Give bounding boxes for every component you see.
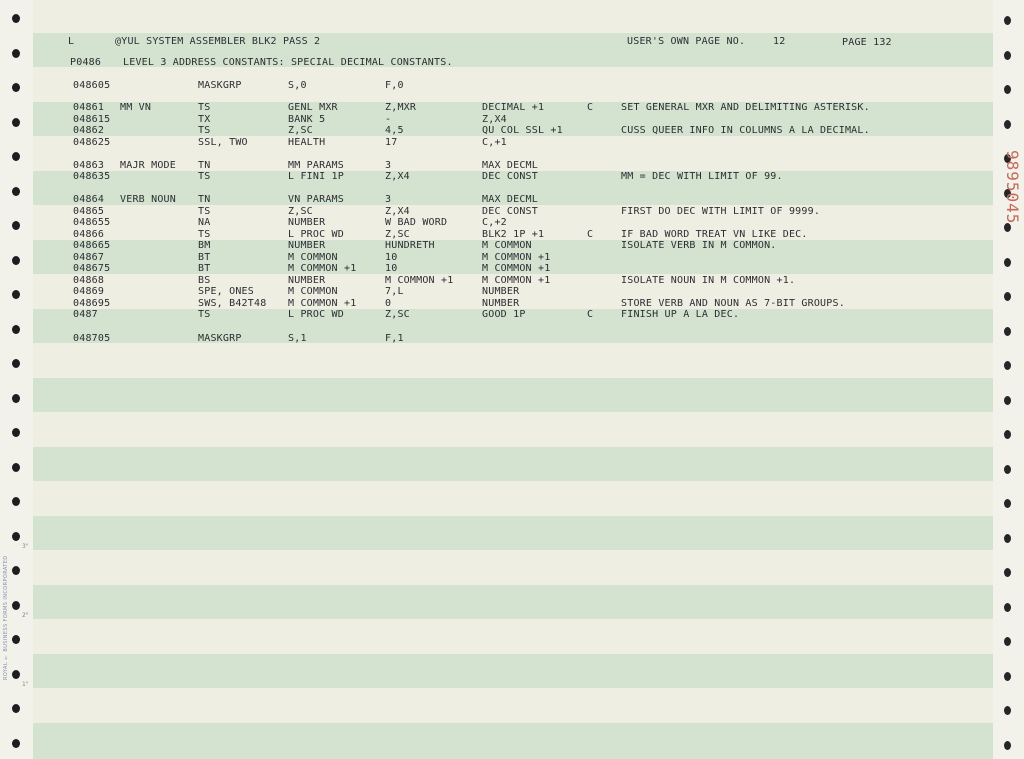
line-label: MM VN <box>120 102 152 113</box>
line-location: 048655 <box>73 217 111 228</box>
line-operand-2: HUNDRETH <box>385 240 435 251</box>
feed-hole-right <box>1004 706 1011 715</box>
line-comment: STORE VERB AND NOUN AS 7-BIT GROUPS. <box>621 298 845 309</box>
greenbar-stripe <box>33 723 993 759</box>
line-opcode: TN <box>198 160 211 171</box>
feed-hole-left <box>12 739 20 748</box>
inch-mark-2: 2" <box>22 612 29 619</box>
line-operand-3: DECIMAL +1 <box>482 102 545 113</box>
line-opcode: TN <box>198 194 211 205</box>
line-operand-2: 3 <box>385 160 392 171</box>
feed-hole-right <box>1004 120 1011 129</box>
feed-hole-right <box>1004 85 1011 94</box>
line-flag: C <box>587 229 594 240</box>
line-operand-1: M COMMON +1 <box>288 263 357 274</box>
feed-hole-right <box>1004 465 1011 474</box>
line-opcode: MASKGRP <box>198 333 242 344</box>
line-opcode: SSL, TWO <box>198 137 248 148</box>
feed-hole-left <box>12 359 20 368</box>
line-operand-1: M COMMON <box>288 286 338 297</box>
line-comment: FIRST DO DEC WITH LIMIT OF 9999. <box>621 206 821 217</box>
line-operand-2: 10 <box>385 263 398 274</box>
line-operand-2: 3 <box>385 194 392 205</box>
feed-hole-left <box>12 497 20 506</box>
feed-hole-right <box>1004 51 1011 60</box>
line-operand-1: NUMBER <box>288 240 326 251</box>
feed-hole-right <box>1004 534 1011 543</box>
line-operand-2: M COMMON +1 <box>385 275 454 286</box>
line-operand-3: QU COL SSL +1 <box>482 125 563 136</box>
feed-hole-right <box>1004 603 1011 612</box>
line-operand-1: M COMMON <box>288 252 338 263</box>
line-opcode: TS <box>198 206 211 217</box>
feed-hole-right <box>1004 741 1011 750</box>
line-opcode: BS <box>198 275 211 286</box>
line-opcode: SWS, B42T48 <box>198 298 267 309</box>
line-operand-3: Z,X4 <box>482 114 507 125</box>
line-location: 0487 <box>73 309 98 320</box>
line-location: 04868 <box>73 275 105 286</box>
line-flag: C <box>587 309 594 320</box>
feed-hole-left <box>12 187 20 196</box>
line-operand-1: GENL MXR <box>288 102 338 113</box>
feed-hole-left <box>12 256 20 265</box>
line-operand-3: C,+1 <box>482 137 507 148</box>
line-operand-1: L FINI 1P <box>288 171 344 182</box>
greenbar-stripe <box>33 654 993 688</box>
feed-hole-left <box>12 14 20 23</box>
line-location: 048605 <box>73 80 111 91</box>
feed-hole-left <box>12 394 20 403</box>
serial-number: 9895045 <box>1003 150 1022 225</box>
feed-hole-left <box>12 118 20 127</box>
feed-hole-left <box>12 221 20 230</box>
line-operand-2: Z,X4 <box>385 206 410 217</box>
line-opcode: TS <box>198 171 211 182</box>
line-comment: CUSS QUEER INFO IN COLUMNS A LA DECIMAL. <box>621 125 870 136</box>
line-operand-3: NUMBER <box>482 286 520 297</box>
line-location: 048675 <box>73 263 111 274</box>
subheader-text: LEVEL 3 ADDRESS CONSTANTS: SPECIAL DECIMAL CONSTANTS. <box>123 57 453 68</box>
feed-hole-left <box>12 601 20 610</box>
line-location: 04862 <box>73 125 105 136</box>
line-operand-2: Z,SC <box>385 229 410 240</box>
feed-hole-left <box>12 428 20 437</box>
line-comment: IF BAD WORD TREAT VN LIKE DEC. <box>621 229 808 240</box>
line-operand-2: W BAD WORD <box>385 217 448 228</box>
line-operand-3: C,+2 <box>482 217 507 228</box>
line-location: 04865 <box>73 206 105 217</box>
line-comment: ISOLATE NOUN IN M COMMON +1. <box>621 275 796 286</box>
feed-hole-right <box>1004 568 1011 577</box>
line-operand-3: NUMBER <box>482 298 520 309</box>
line-opcode: BM <box>198 240 211 251</box>
line-location: 048635 <box>73 171 111 182</box>
line-operand-3: GOOD 1P <box>482 309 526 320</box>
feed-hole-left <box>12 83 20 92</box>
feed-hole-right <box>1004 258 1011 267</box>
feed-hole-right <box>1004 396 1011 405</box>
line-location: 048615 <box>73 114 111 125</box>
line-location: 04867 <box>73 252 105 263</box>
line-operand-1: S,1 <box>288 333 307 344</box>
line-opcode: TX <box>198 114 211 125</box>
line-operand-3: M COMMON +1 <box>482 252 551 263</box>
line-opcode: TS <box>198 229 211 240</box>
line-operand-2: Z,SC <box>385 309 410 320</box>
feed-hole-right <box>1004 499 1011 508</box>
line-operand-2: 10 <box>385 252 398 263</box>
line-operand-1: M COMMON +1 <box>288 298 357 309</box>
line-operand-2: F,0 <box>385 80 404 91</box>
line-operand-1: L PROC WD <box>288 229 344 240</box>
line-operand-2: 0 <box>385 298 392 309</box>
line-operand-2: 4,5 <box>385 125 404 136</box>
feed-hole-left <box>12 566 20 575</box>
line-location: 048665 <box>73 240 111 251</box>
line-opcode: SPE, ONES <box>198 286 254 297</box>
line-operand-1: L PROC WD <box>288 309 344 320</box>
feed-hole-right <box>1004 327 1011 336</box>
line-comment: ISOLATE VERB IN M COMMON. <box>621 240 777 251</box>
header-page-number: PAGE 132 <box>842 37 892 48</box>
line-comment: SET GENERAL MXR AND DELIMITING ASTERISK. <box>621 102 870 113</box>
feed-hole-left <box>12 325 20 334</box>
feed-hole-left <box>12 670 20 679</box>
greenbar-stripe <box>33 585 993 619</box>
line-location: 04869 <box>73 286 105 297</box>
line-operand-3: M COMMON +1 <box>482 275 551 286</box>
feed-hole-left <box>12 532 20 541</box>
inch-mark-3: 3" <box>22 543 29 550</box>
subheader-line-number: P0486 <box>70 57 102 68</box>
line-opcode: NA <box>198 217 211 228</box>
line-opcode: TS <box>198 309 211 320</box>
header-left-marker: L <box>68 36 75 47</box>
header-user-page-number: 12 <box>773 36 786 47</box>
line-opcode: BT <box>198 252 211 263</box>
line-operand-3: DEC CONST <box>482 206 538 217</box>
line-operand-2: Z,MXR <box>385 102 417 113</box>
feed-hole-left <box>12 290 20 299</box>
greenbar-stripe <box>33 378 993 412</box>
line-location: 048695 <box>73 298 111 309</box>
line-location: 048705 <box>73 333 111 344</box>
line-location: 04866 <box>73 229 105 240</box>
line-location: 048625 <box>73 137 111 148</box>
line-opcode: BT <box>198 263 211 274</box>
form-vendor-note: ROYAL † BUSINESS FORMS INCORPORATED <box>3 555 9 680</box>
feed-hole-right <box>1004 16 1011 25</box>
feed-hole-right <box>1004 292 1011 301</box>
line-flag: C <box>587 102 594 113</box>
line-location: 04861 <box>73 102 105 113</box>
feed-hole-left <box>12 152 20 161</box>
line-operand-3: MAX DECML <box>482 160 538 171</box>
line-operand-3: M COMMON +1 <box>482 263 551 274</box>
greenbar-stripe <box>33 516 993 550</box>
line-operand-1: VN PARAMS <box>288 194 344 205</box>
feed-hole-right <box>1004 637 1011 646</box>
line-location: 04863 <box>73 160 105 171</box>
feed-hole-right <box>1004 430 1011 439</box>
header-user-page-label: USER'S OWN PAGE NO. <box>627 36 746 47</box>
feed-hole-right <box>1004 672 1011 681</box>
line-operand-3: BLK2 1P +1 <box>482 229 545 240</box>
line-operand-1: MM PARAMS <box>288 160 344 171</box>
feed-hole-left <box>12 49 20 58</box>
line-comment: FINISH UP A LA DEC. <box>621 309 740 320</box>
line-opcode: MASKGRP <box>198 80 242 91</box>
line-operand-1: NUMBER <box>288 275 326 286</box>
greenbar-stripe <box>33 447 993 481</box>
feed-hole-left <box>12 635 20 644</box>
inch-mark-1: 1" <box>22 681 29 688</box>
line-opcode: TS <box>198 125 211 136</box>
line-opcode: TS <box>198 102 211 113</box>
line-operand-1: BANK 5 <box>288 114 326 125</box>
line-operand-2: 7,L <box>385 286 404 297</box>
line-label: VERB NOUN <box>120 194 176 205</box>
line-operand-2: F,1 <box>385 333 404 344</box>
feed-hole-left <box>12 704 20 713</box>
feed-hole-left <box>12 463 20 472</box>
line-label: MAJR MODE <box>120 160 176 171</box>
line-operand-1: Z,SC <box>288 125 313 136</box>
line-operand-1: NUMBER <box>288 217 326 228</box>
line-operand-2: - <box>385 114 392 125</box>
line-operand-3: M COMMON <box>482 240 532 251</box>
line-location: 04864 <box>73 194 105 205</box>
line-operand-2: Z,X4 <box>385 171 410 182</box>
line-operand-3: DEC CONST <box>482 171 538 182</box>
line-operand-1: S,0 <box>288 80 307 91</box>
line-operand-2: 17 <box>385 137 398 148</box>
line-operand-1: Z,SC <box>288 206 313 217</box>
feed-hole-right <box>1004 361 1011 370</box>
line-comment: MM = DEC WITH LIMIT OF 99. <box>621 171 783 182</box>
header-title: @YUL SYSTEM ASSEMBLER BLK2 PASS 2 <box>115 36 321 47</box>
line-operand-1: HEALTH <box>288 137 326 148</box>
line-operand-3: MAX DECML <box>482 194 538 205</box>
